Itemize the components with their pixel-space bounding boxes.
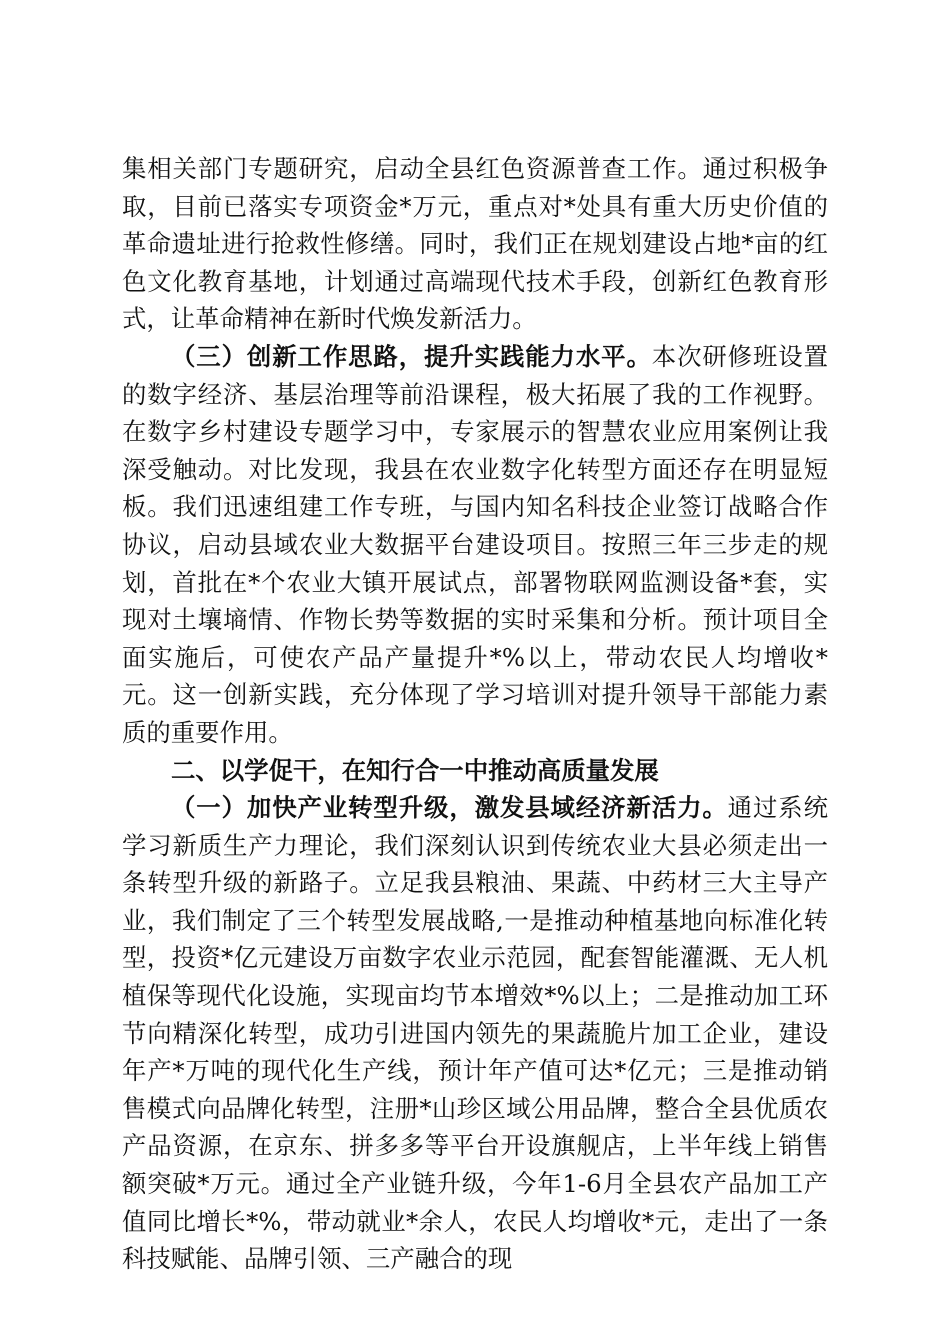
subheading-innovation: （三）创新工作思路，提升实践能力水平。 <box>171 341 652 371</box>
subheading-industry-upgrade: （一）加快产业转型升级，激发县域经济新活力。 <box>171 793 728 823</box>
section-heading-2: 二、以学促干，在知行合一中推动高质量发展 <box>171 755 659 785</box>
paragraph-industry-upgrade-body: 通过系统学习新质生产力理论，我们深刻认识到传统农业大县必须走出一条转型升级的新路子。立足我县粮油、果蔬、中药材三大主导产业，我们制定了三个转型发展战略,一是推动种植基地向标准化转型，投资*亿元建设万亩数字农业示范园，配套智能灌溉、无人机植保等现代化设施，实现亩均节本增效*%以上；二是推动加工环节向精深化转型，成功引进国内领先的果蔬脆片加工企业，建设年产*万吨的现代化生产线，预计年产值可达*亿元；三是推动销售模式向品牌化转型，注册*山珍区域公用品牌，整合全县优质农产品资源，在京东、拼多多等平台开设旗舰店，上半年线上销售额突破*万元。通过全产业链升级，今年1-6月全县农产品加工产值同比增长*%，带动就业*余人，农民人均增收*元，走出了一条科技赋能、品牌引领、三产融合的现 <box>122 793 828 1274</box>
paragraph-red-resources: 集相关部门专题研究，启动全县红色资源普查工作。通过积极争取，目前已落实专项资金*万元，重点对*处具有重大历史价值的革命遗址进行抢救性修缮。同时，我们正在规划建设占地*亩的红色文化教育基地，计划通过高端现代技术手段，创新红色教育形式，让革命精神在新时代焕发新活力。 <box>122 154 828 334</box>
document-body <box>122 150 828 1278</box>
paragraph-industry-upgrade <box>122 789 828 1278</box>
paragraph-innovation-body: 本次研修班设置的数字经济、基层治理等前沿课程，极大拓展了我的工作视野。在数字乡村建设专题学习中，专家展示的智慧农业应用案例让我深受触动。对比发现，我县在农业数字化转型方面还存在明显短板。我们迅速组建工作专班，与国内知名科技企业签订战略合作协议，启动县域农业大数据平台建设项目。按照三年三步走的规划，首批在*个农业大镇开展试点，部署物联网监测设备*套，实现对土壤墒情、作物长势等数据的实时采集和分析。预计项目全面实施后，可使农产品产量提升*%以上，带动农民人均增收*元。这一创新实践，充分体现了学习培训对提升领导干部能力素质的重要作用。 <box>122 341 828 747</box>
paragraph-innovation <box>122 338 828 752</box>
